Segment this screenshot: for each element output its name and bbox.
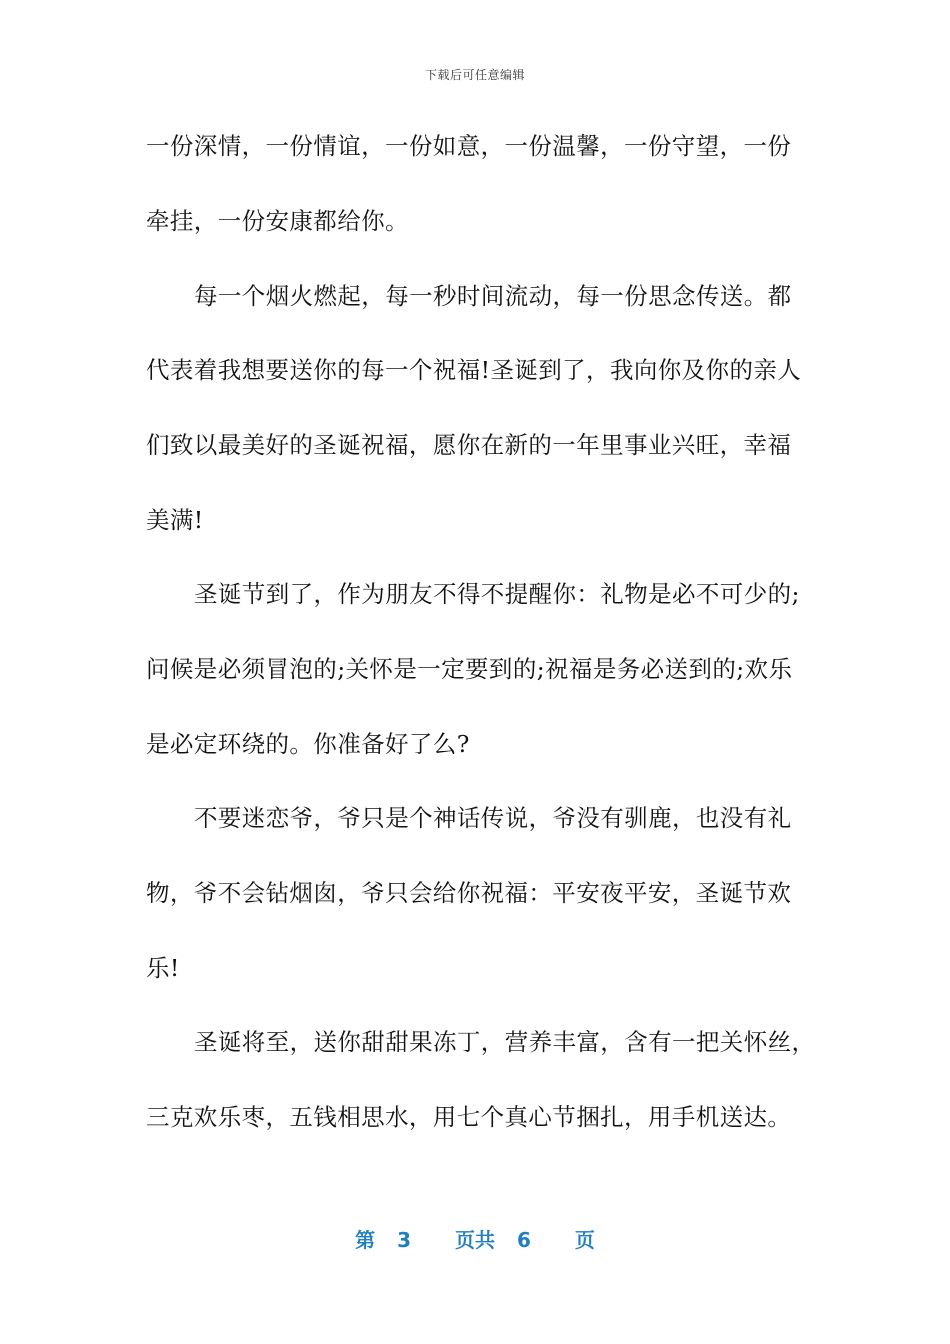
footer-current-page: 3 xyxy=(397,1228,411,1252)
paragraph-line: 圣诞将至，送你甜甜果冻丁，营养丰富，含有一把关怀丝， xyxy=(194,1028,816,1056)
paragraph-line: 是必定环绕的。你准备好了么? xyxy=(146,730,470,758)
footer-prefix: 第 xyxy=(355,1228,376,1252)
footer-total-pages: 6 xyxy=(517,1228,531,1252)
paragraph-line: 乐! xyxy=(146,954,180,982)
paragraph-line: 代表着我想要送你的每一个祝福!圣诞到了，我向你及你的亲人 xyxy=(146,356,802,384)
page-header: 下载后可任意编辑 xyxy=(424,68,525,82)
paragraph-line: 美满! xyxy=(146,506,204,534)
page-number-footer xyxy=(0,1224,950,1253)
paragraph-line: 问候是必须冒泡的;关怀是一定要到的;祝福是务必送到的;欢乐 xyxy=(146,655,793,683)
paragraph-line: 物，爷不会钻烟囱，爷只会给你祝福：平安夜平安，圣诞节欢 xyxy=(146,879,792,907)
paragraph-line: 一份深情，一份情谊，一份如意，一份温馨，一份守望，一份 xyxy=(146,132,792,160)
paragraph-line: 不要迷恋爷，爷只是个神话传说，爷没有驯鹿，也没有礼 xyxy=(194,804,792,832)
footer-middle: 页共 xyxy=(455,1228,495,1252)
paragraph-line: 们致以最美好的圣诞祝福，愿你在新的一年里事业兴旺，幸福 xyxy=(146,431,792,459)
paragraph-line: 三克欢乐枣，五钱相思水，用七个真心节捆扎，用手机送达。 xyxy=(146,1103,792,1131)
paragraph-line: 牵挂，一份安康都给你。 xyxy=(146,207,409,235)
footer-suffix: 页 xyxy=(574,1228,595,1252)
paragraph-line: 圣诞节到了，作为朋友不得不提醒你：礼物是必不可少的; xyxy=(194,580,800,608)
paragraph-line: 每一个烟火燃起，每一秒时间流动，每一份思念传送。都 xyxy=(194,282,792,310)
